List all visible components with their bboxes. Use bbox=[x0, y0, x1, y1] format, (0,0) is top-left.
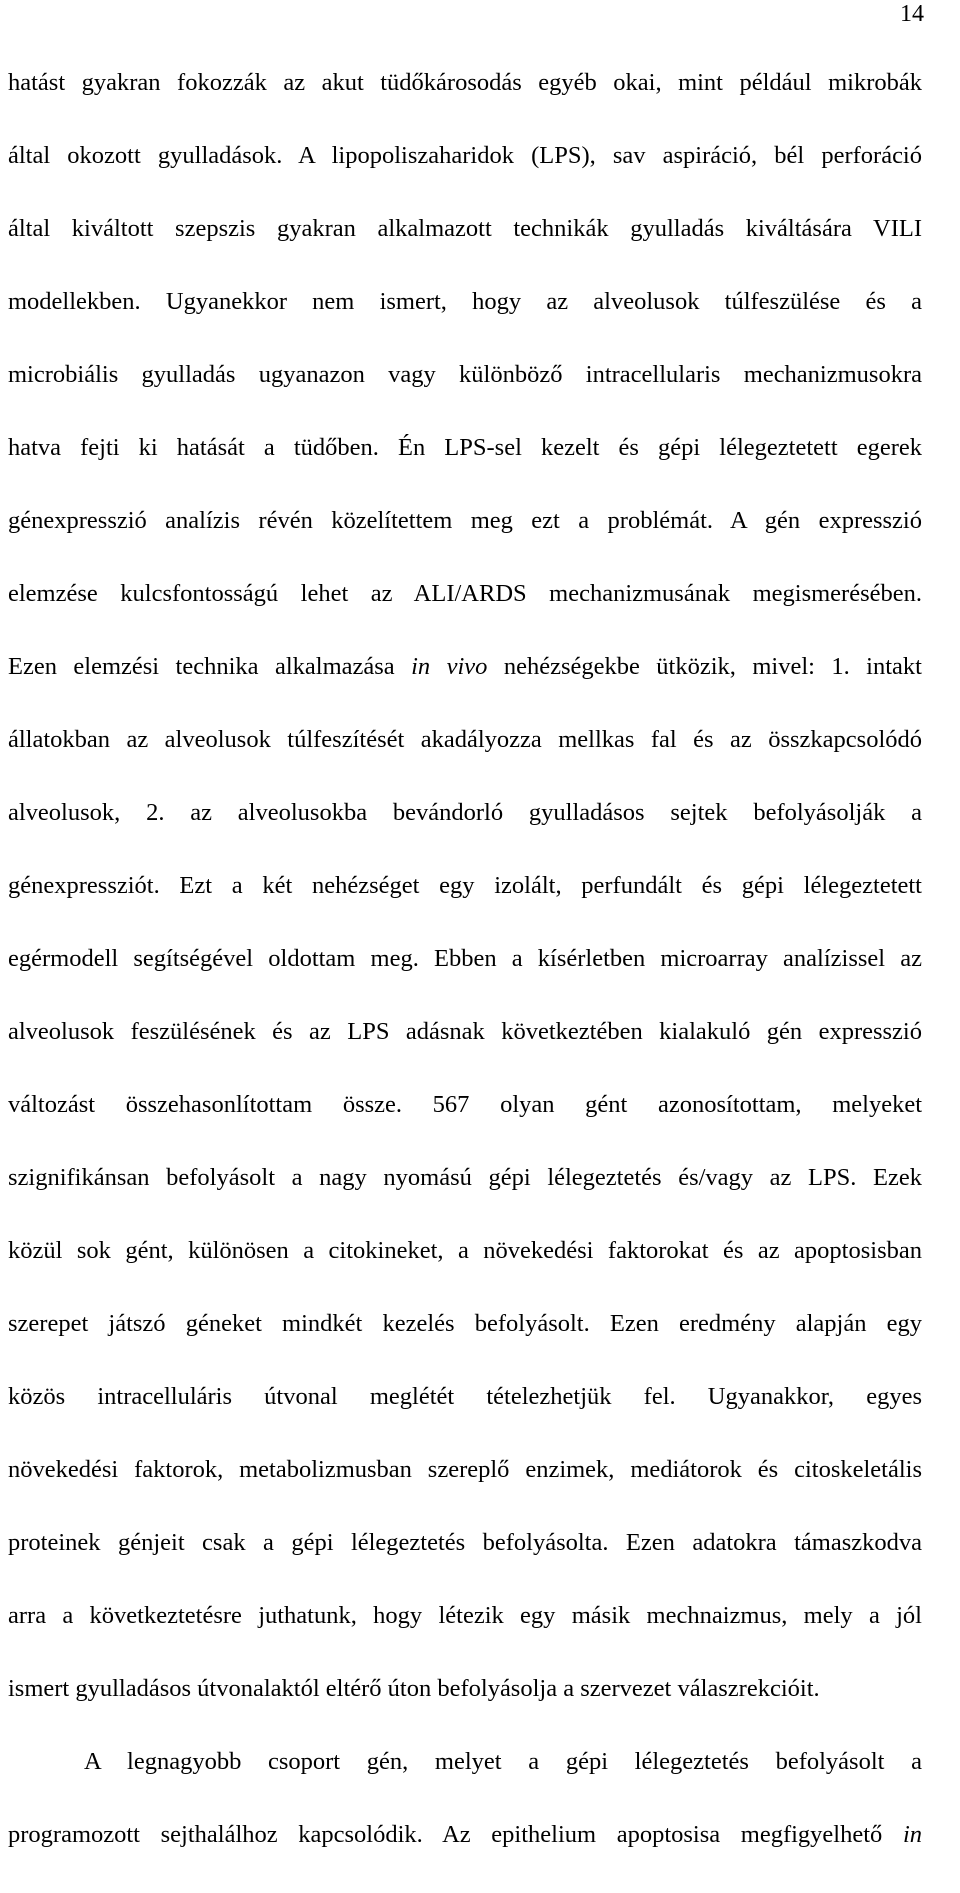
text-line: növekedési faktorok, metabolizmusban szereplő enzimek, mediátorok és citoskeletális bbox=[8, 1456, 922, 1483]
text-line: arra a következtetésre juthatunk, hogy létezik egy másik mechnaizmus, mely a jól bbox=[8, 1602, 922, 1629]
text-line: elemzése kulcsfontosságú lehet az ALI/ARDS mechanizmusának megismerésében. bbox=[8, 580, 922, 607]
text-line: szignifikánsan befolyásolt a nagy nyomású gépi lélegeztetés és/vagy az LPS. Ezek bbox=[8, 1164, 922, 1191]
text-line: állatokban az alveolusok túlfeszítését akadályozza mellkas fal és az összkapcsolódó bbox=[8, 726, 922, 753]
text-line: szerepet játszó géneket mindkét kezelés befolyásolt. Ezen eredmény alapján egy bbox=[8, 1310, 922, 1337]
text-line: hatva fejti ki hatását a tüdőben. Én LPS-sel kezelt és gépi lélegeztetett egerek bbox=[8, 434, 922, 461]
text-segment: Ezen elemzési technika alkalmazása bbox=[8, 653, 412, 680]
text-line: modellekben. Ugyanekkor nem ismert, hogy az alveolusok túlfeszülése és a bbox=[8, 288, 922, 315]
text-line: ismert gyulladásos útvonalaktól eltérő úton befolyásolja a szervezet válaszrekcióit. bbox=[8, 1675, 820, 1702]
text-line: változást összehasonlítottam össze. 567 olyan gént azonosítottam, melyeket bbox=[8, 1091, 922, 1118]
text-line: génexpressziót. Ezt a két nehézséget egy izolált, perfundált és gépi lélegeztetett bbox=[8, 872, 922, 899]
text-segment: nehézségekbe ütközik, mivel: 1. intakt bbox=[487, 653, 922, 680]
text-line bbox=[8, 1820, 922, 1850]
italic-term: in bbox=[902, 1821, 922, 1848]
text-line: alveolusok feszülésének és az LPS adásnak következtében kialakuló gén expresszió bbox=[8, 1018, 922, 1045]
text-segment: programozott sejthalálhoz kapcsolódik. Az epithelium apoptosisa megfigyelhető bbox=[8, 1821, 903, 1848]
page-number: 14 bbox=[900, 1, 924, 27]
body-text bbox=[8, 68, 922, 1893]
text-line: közül sok gént, különösen a citokineket, a növekedési faktorokat és az apoptosisban bbox=[8, 1237, 922, 1264]
text-line: által kiváltott szepszis gyakran alkalmazott technikák gyulladás kiváltására VILI bbox=[8, 215, 922, 242]
text-line: génexpresszió analízis révén közelítettem meg ezt a problémát. A gén expresszió bbox=[8, 507, 922, 534]
text-line: közös intracelluláris útvonal meglétét tételezhetjük fel. Ugyanakkor, egyes bbox=[8, 1383, 922, 1410]
italic-term: in vivo bbox=[411, 653, 488, 680]
text-line: microbiális gyulladás ugyanazon vagy különböző intracellularis mechanizmusokra bbox=[8, 361, 922, 388]
text-line-paragraph-start: A legnagyobb csoport gén, melyet a gépi lélegeztetés befolyásolt a bbox=[84, 1748, 922, 1775]
text-line: egérmodell segítségével oldottam meg. Ebben a kísérletben microarray analízissel az bbox=[8, 945, 922, 972]
text-line: alveolusok, 2. az alveolusokba bevándorló gyulladásos sejtek befolyásolják a bbox=[8, 799, 922, 826]
text-line: által okozott gyulladások. A lipopoliszaharidok (LPS), sav aspiráció, bél perforáció bbox=[8, 142, 922, 169]
text-line: proteinek génjeit csak a gépi lélegeztetés befolyásolta. Ezen adatokra támaszkodva bbox=[8, 1529, 922, 1556]
text-line: hatást gyakran fokozzák az akut tüdőkárosodás egyéb okai, mint például mikrobák bbox=[8, 69, 922, 96]
text-line bbox=[8, 652, 922, 682]
